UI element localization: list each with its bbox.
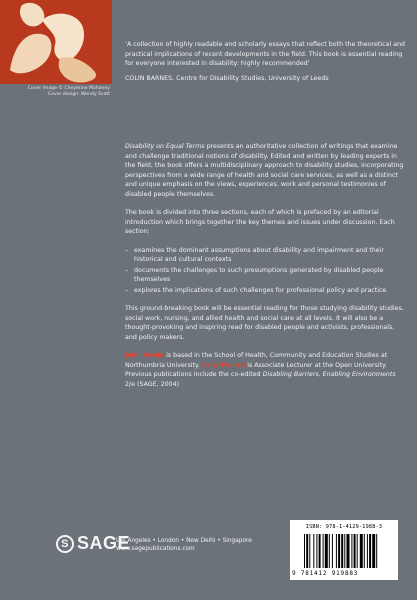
publisher-website: www.sagepublications.com — [116, 546, 195, 552]
structure-paragraph: The book is divided into three sections, each of which is prefaced by an editorial introduction which brings together the key themes and issues under discussion. Each section: — [125, 209, 395, 235]
book-description — [125, 142, 407, 398]
list-item: – explores the implications of such challenges for professional policy and practice — [125, 286, 407, 296]
cover-image-credit: Cover image © Cheyenne Mahoney — [27, 86, 110, 91]
cover-image-thumbnail — [0, 0, 112, 84]
quote-attribution: COLIN BARNES, Centre for Disability Studies, University of Leeds — [125, 74, 329, 82]
list-item: – examines the dominant assumptions about disability and impairment and their historical and cultural contexts — [125, 246, 407, 265]
cover-credits — [0, 86, 112, 98]
author-bio — [125, 351, 407, 389]
isbn-barcode-box — [290, 520, 398, 580]
barcode-icon — [304, 534, 390, 568]
barcode-number: 9 781412 919883 — [292, 570, 359, 577]
author-name-2: Sally French — [201, 361, 246, 369]
closing-paragraph: This ground-breaking book will be essential reading for those studying disability studies, social work, nursing, and allied health and social care at all levels. It will also be a thought-provoking and inspiring read for disabled people and activists, professionals, and policy makers. — [125, 305, 404, 341]
section-list — [125, 246, 407, 296]
author-bio-text-3: 2/e (SAGE, 2004) — [125, 380, 180, 388]
book-title: Disability on Equal Terms — [125, 143, 205, 150]
publisher-name: SAGE — [77, 533, 131, 553]
review-quote — [125, 40, 407, 83]
intro-paragraph — [125, 142, 407, 199]
author-bio-text-1: is based in the School of Health, Community and Education Studies at Northumbria University. — [125, 352, 388, 369]
cover-design-credit: Cover design: Wendy Scott — [47, 92, 110, 97]
list-item: – documents the challenges to such presumptions generated by disabled people themselves — [125, 266, 407, 285]
author-bio-text-2: is Associate Lecturer at the Open University. Previous publications include the co-edited — [125, 361, 387, 378]
publisher-cities: Los Angeles • London • New Delhi • Singapore — [116, 538, 252, 544]
author-name-1: John Swain — [125, 352, 165, 359]
intro-text: presents an authoritative collection of writings that examine and challenge traditional notions of disability. Edited and written by leading experts in the field, the book offers a multidisciplinary approach to disability studies, incorporating perspectives from a wide range of health and social care services, as well as a distinct and unique emphasis on the views, experiences, work and personal testimonies of disabled people themselves. — [125, 143, 404, 198]
publisher-info — [116, 537, 252, 553]
previous-book-title: Disabling Barriers, Enabling Environments — [262, 371, 396, 378]
quote-text: ‘A collection of highly readable and scholarly essays that reflect both the theoretical and practical implications of recent developments in the field. This book is essential reading for everyone interested in disability: highly recommended’ — [125, 41, 406, 67]
isbn-label: ISBN: 978-1-4129-1988-3 — [305, 524, 383, 530]
sage-logo-icon: S — [56, 535, 74, 553]
